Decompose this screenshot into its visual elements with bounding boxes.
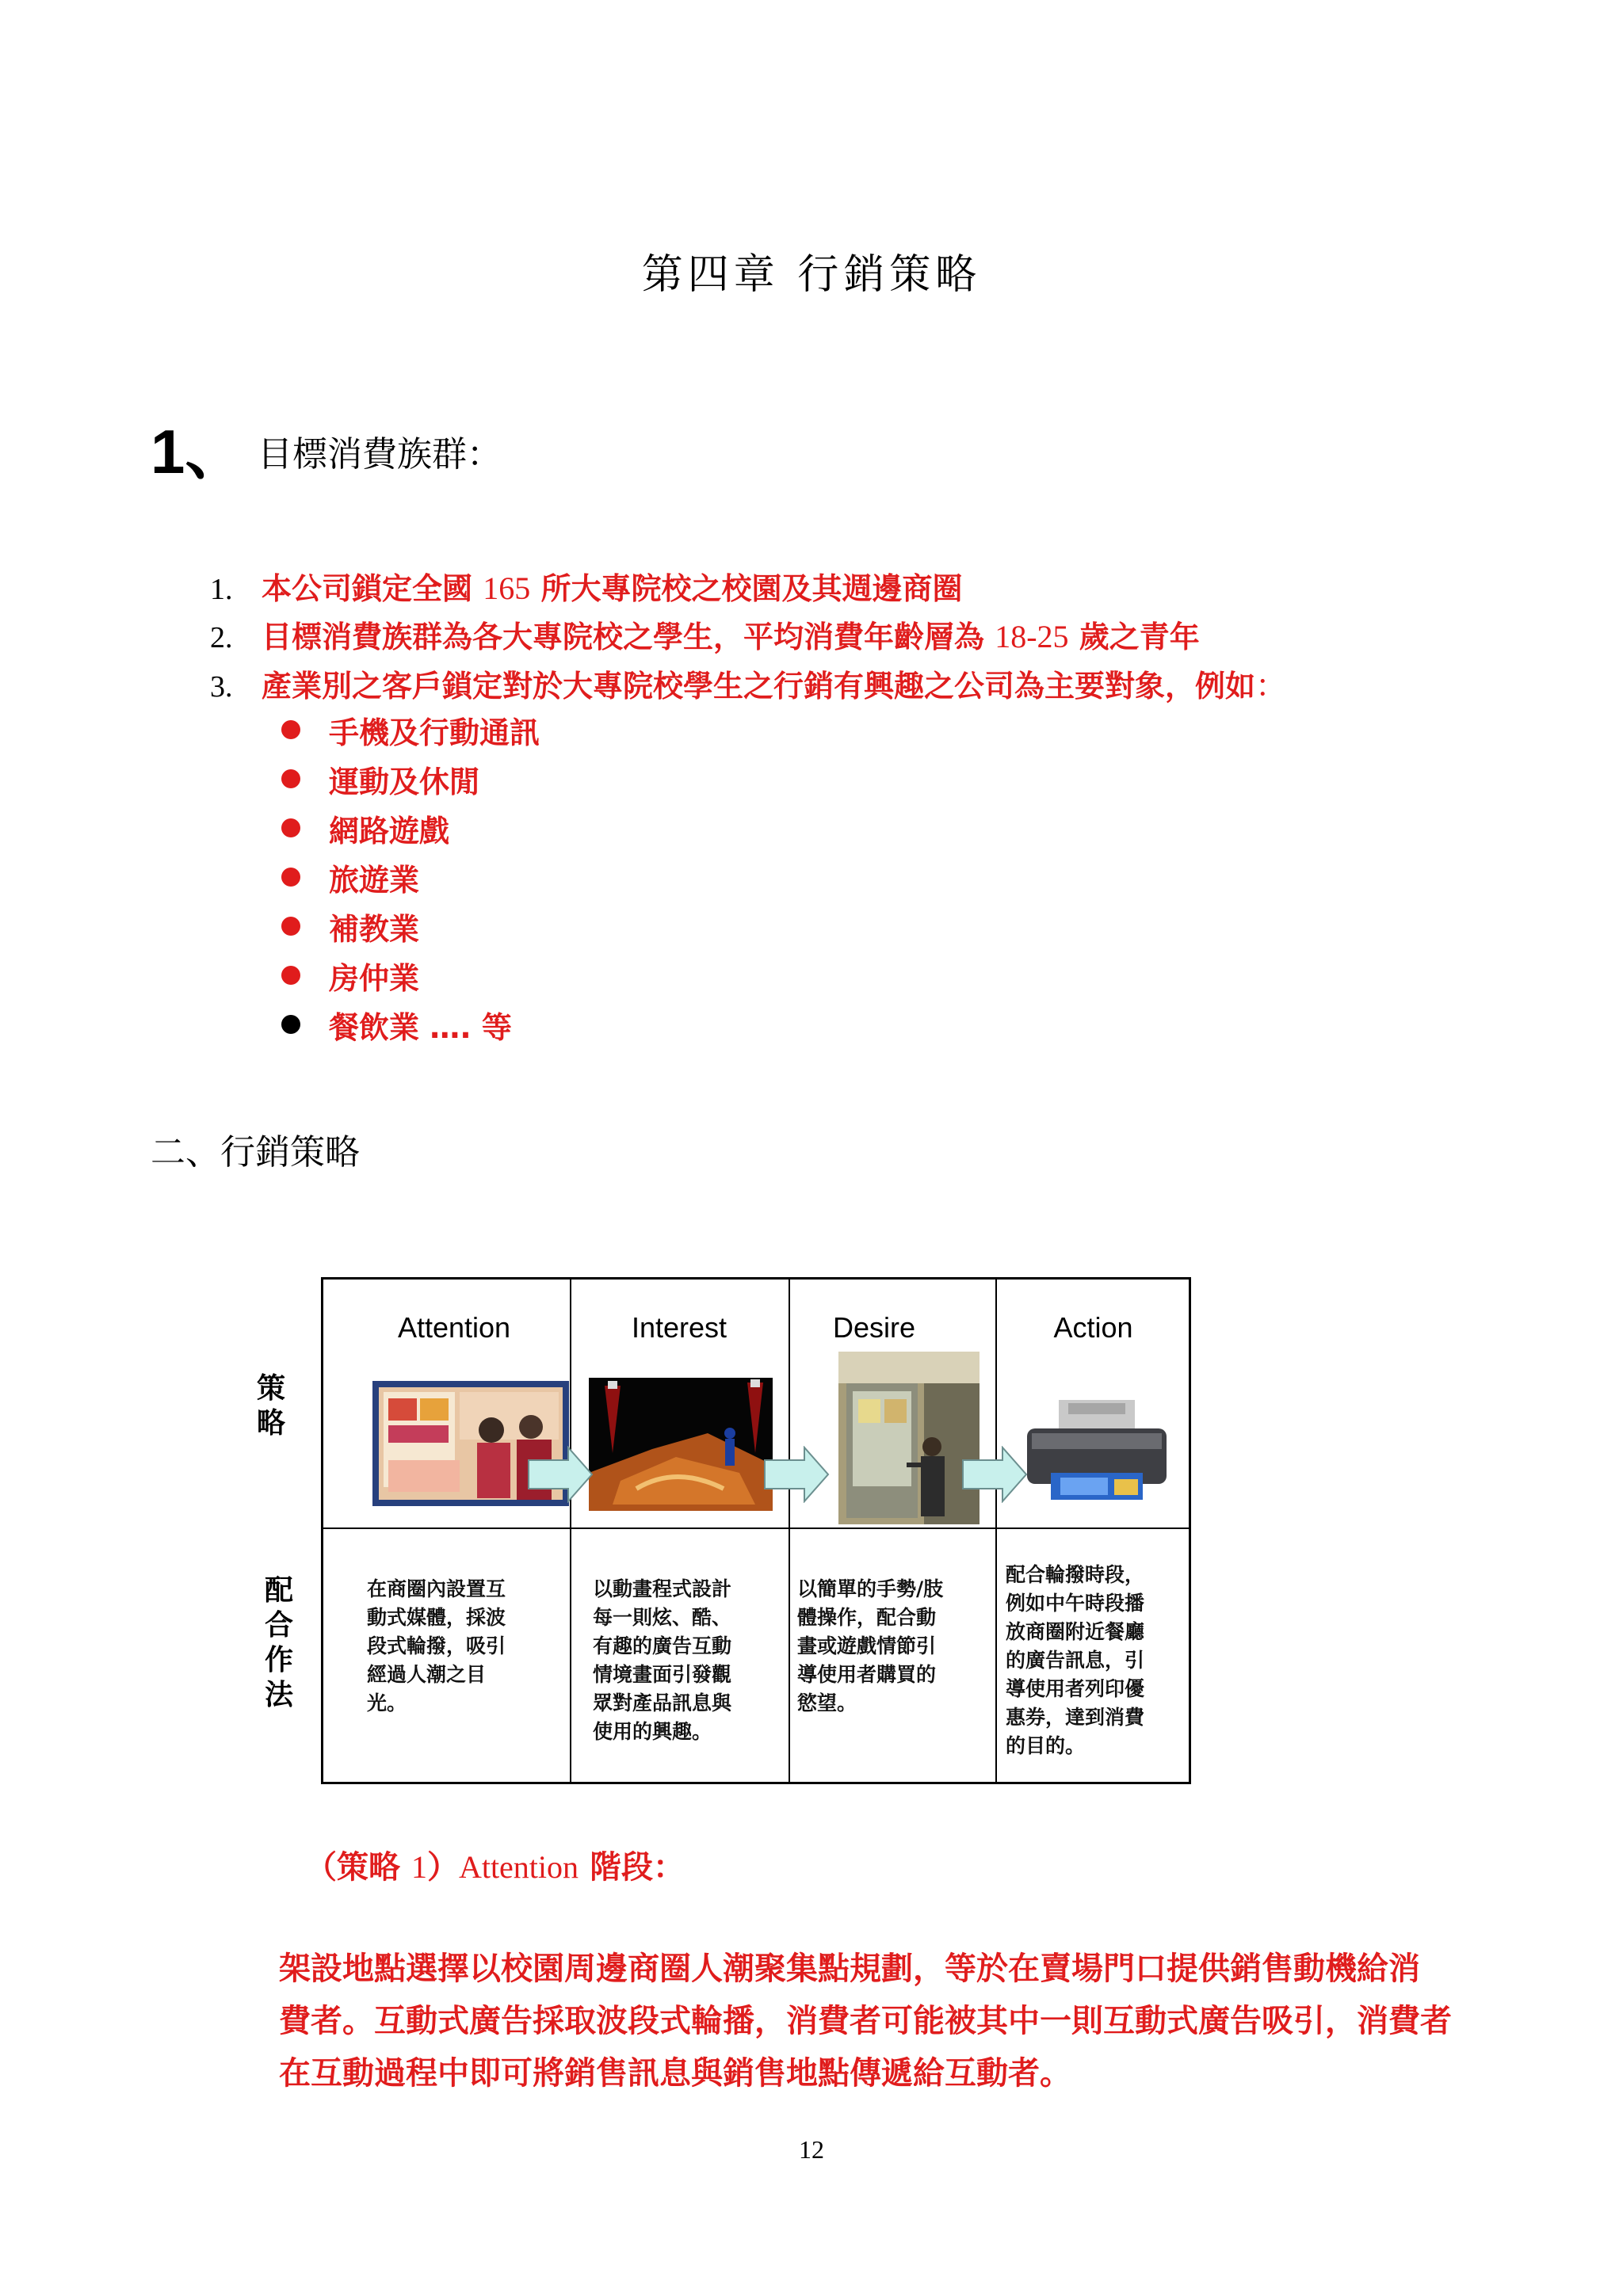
list-text-part: 本公司鎖定全國	[262, 571, 483, 606]
list-text	[262, 564, 962, 608]
strategy1-paragraph	[279, 1943, 1499, 2100]
row-label-strategy: 策略	[256, 1371, 285, 1440]
list-value: ：	[1255, 668, 1288, 704]
desc-line: 眾對產品訊息與	[593, 1691, 732, 1714]
bullet-text: 旅遊業	[329, 862, 420, 898]
desc-line: 例如中午時段播	[1006, 1592, 1145, 1615]
numbered-list	[210, 564, 1557, 709]
desc-line: 光。	[367, 1691, 407, 1714]
desc-line: 導使用者列印優	[1006, 1677, 1145, 1700]
column-desc-interest	[593, 1575, 783, 1746]
column-desc-action	[1006, 1561, 1190, 1760]
bullet-list	[281, 705, 540, 1049]
row-label-method: 配合作法	[264, 1573, 293, 1711]
bullet-dot	[281, 868, 300, 887]
section1-title: 目標消費族群：	[258, 434, 502, 475]
column-divider	[995, 1280, 997, 1782]
row-divider	[323, 1527, 1189, 1529]
strategy1-stage: Attention	[458, 1849, 579, 1885]
desc-line: 以動畫程式設計	[593, 1577, 732, 1600]
strategy1-heading	[305, 1842, 685, 1887]
printer-image	[1019, 1397, 1174, 1508]
bullet-item	[281, 705, 540, 754]
column-divider	[789, 1280, 790, 1782]
bullet-item	[281, 754, 540, 803]
arrow-right-icon	[763, 1446, 830, 1503]
list-number: 1.	[210, 573, 233, 606]
bullet-text: 運動及休閒	[329, 764, 480, 799]
chapter-title: 第四章 行銷策略	[641, 251, 982, 299]
list-item	[210, 564, 1557, 612]
strategy1-suffix: 階段：	[579, 1849, 685, 1886]
desc-line: 使用的興趣。	[593, 1720, 712, 1743]
list-value: 18-25	[995, 619, 1069, 654]
floor-projection-image	[589, 1378, 773, 1511]
desc-line: 導使用者購買的	[797, 1663, 937, 1686]
list-number: 2.	[210, 621, 233, 654]
column-header-action: Action	[1053, 1311, 1133, 1344]
list-text	[262, 661, 1287, 706]
section1-number: 1、	[151, 417, 247, 486]
list-text-part: 所大專院校之校園及其週邊商圈	[530, 571, 963, 606]
strategy1-number: 1	[411, 1849, 427, 1885]
bullet-dot	[281, 1015, 300, 1034]
column-header-attention: Attention	[397, 1311, 511, 1344]
desc-line: 配合輪撥時段，	[1006, 1563, 1145, 1586]
column-header-interest: Interest	[631, 1311, 727, 1344]
bullet-text: 手機及行動通訊	[329, 715, 540, 750]
arrow-right-icon	[961, 1446, 1028, 1503]
bullet-dot	[281, 966, 300, 985]
column-desc-desire	[797, 1575, 987, 1718]
arrow-right-icon	[527, 1446, 594, 1503]
bullet-item	[281, 1000, 540, 1049]
bullet-item	[281, 951, 540, 1000]
paragraph-line: 在互動過程中即可將銷售訊息與銷售地點傳遞給互動者。	[279, 2055, 1071, 2092]
desc-line: 的目的。	[1006, 1734, 1086, 1757]
bullet-item	[281, 803, 540, 852]
desc-line: 有趣的廣告互動	[593, 1634, 732, 1657]
list-value: 165	[483, 570, 531, 606]
section2-title: 二、行銷策略	[151, 1132, 360, 1173]
page-number: 12	[799, 2135, 824, 2164]
bullet-text: 補教業	[329, 911, 420, 947]
desc-line: 段式輪撥，吸引	[367, 1634, 506, 1657]
bullet-dot	[281, 818, 300, 837]
bullet-text: 網路遊戲	[329, 813, 450, 849]
bullet-item	[281, 902, 540, 951]
bullet-dot	[281, 917, 300, 936]
desc-line: 經過人潮之目	[367, 1663, 487, 1686]
desc-line: 的廣告訊息，引	[1006, 1649, 1145, 1672]
desc-line: 每一則炫、酷、	[593, 1606, 732, 1629]
desc-line: 惠券，達到消費	[1006, 1706, 1145, 1729]
list-number: 3.	[210, 670, 233, 704]
bullet-text: 餐飲業 …. 等	[329, 1009, 512, 1045]
paragraph-line: 架設地點選擇以校園周邊商圈人潮聚集點規劃，等於在賣場門口提供銷售動機給消	[279, 1951, 1420, 1987]
bullet-item	[281, 852, 540, 902]
list-text-part: 目標消費族群為各大專院校之學生，平均消費年齡層為	[262, 620, 995, 654]
list-item	[210, 661, 1557, 709]
desc-line: 動式媒體，採波	[367, 1606, 506, 1629]
desc-line: 在商圈內設置互	[367, 1577, 506, 1600]
desc-line: 慾望。	[797, 1691, 857, 1714]
list-item	[210, 612, 1557, 661]
paragraph-line: 費者。互動式廣告採取波段式輪播，消費者可能被其中一則互動式廣告吸引，消費者	[279, 2003, 1452, 2039]
strategy1-paren: ）	[426, 1849, 459, 1886]
bullet-dot	[281, 720, 300, 739]
list-text	[262, 612, 1200, 656]
column-header-desire: Desire	[832, 1311, 916, 1344]
window-gesture-image	[838, 1352, 980, 1524]
list-text-part: 產業別之客戶鎖定對於大專院校學生之行銷有興趣之公司為主要對象，例如	[262, 669, 1256, 704]
aida-diagram	[321, 1277, 1191, 1784]
strategy1-prefix: （策略	[305, 1849, 411, 1886]
desc-line: 體操作，配合動	[797, 1606, 937, 1629]
desc-line: 情境畫面引發觀	[593, 1663, 732, 1686]
bullet-text: 房仲業	[329, 960, 420, 996]
list-text-part: 歲之青年	[1068, 620, 1200, 654]
desc-line: 放商圈附近餐廳	[1006, 1620, 1145, 1643]
bullet-dot	[281, 769, 300, 788]
column-divider	[570, 1280, 571, 1782]
column-desc-attention	[367, 1575, 557, 1718]
desc-line: 以簡單的手勢/肢	[797, 1577, 944, 1600]
desc-line: 畫或遊戲情節引	[797, 1634, 937, 1657]
